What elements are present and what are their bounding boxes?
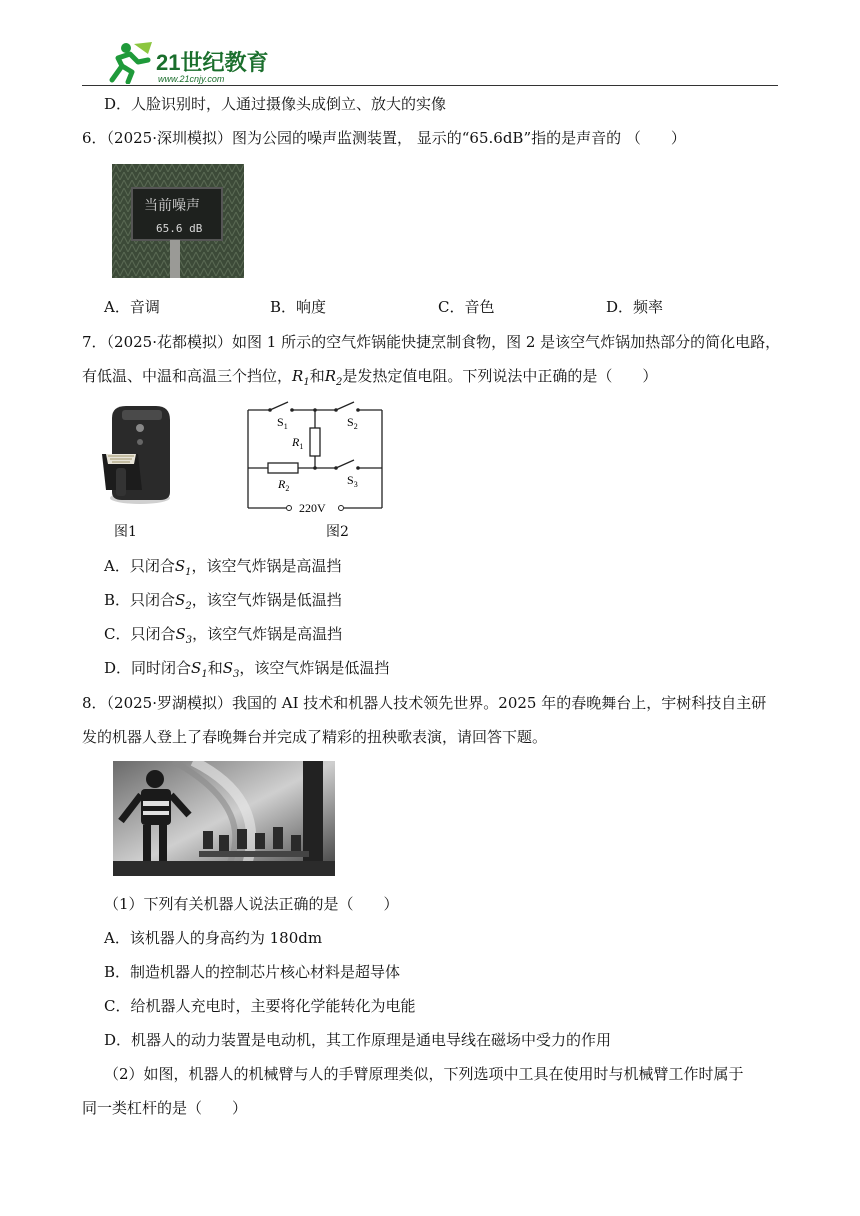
q7-r2-label: $R_2$ [324, 367, 343, 388]
q8-sub1-option-c[interactable]: C．给机器人充电时，主要将化学能转化为电能 [104, 997, 416, 1015]
switch-s2-label: $S_2$ [347, 415, 358, 431]
resistor-r2-label: $R_2$ [278, 477, 290, 493]
runner-icon [112, 42, 152, 82]
q8-sub1-option-d[interactable]: D．机器人的动力装置是电动机，其工作原理是通电导线在磁场中受力的作用 [104, 1031, 612, 1049]
q8-sub1-option-b[interactable]: B．制造机器人的控制芯片核心材料是超导体 [104, 963, 401, 981]
q7-stem-line2: 有低温、中温和高温三个挡位，$R_1$和$R_2$是发热定值电阻。下列说法中正确的是（ ） [82, 367, 658, 388]
q7-stem-line2-pre: 有低温、中温和高温三个挡位， [82, 367, 293, 385]
q8-stem-line2: 发的机器人登上了春晚舞台并完成了精彩的扭秧歌表演，请回答下题。 [82, 728, 548, 746]
q7-stem-line1: 7．（2025·花都模拟）如图 1 所示的空气炸锅能快捷烹制食物，图 2 是该空气炸锅加热部分的简化电路， [82, 333, 781, 351]
q6-option-b[interactable]: B．响度 [270, 298, 327, 316]
q8-stem-line1: 8．（2025·罗湖模拟）我国的 AI 技术和机器人技术领先世界。2025 年的春晚舞台上，宇树科技自主研 [82, 694, 767, 712]
air-fryer-figure [98, 402, 178, 514]
voltage-label: 220V [299, 501, 326, 515]
fig1-caption: 图1 [114, 524, 137, 540]
switch-s3-label: $S_3$ [347, 473, 358, 489]
q8-sub2-line2: 同一类杠杆的是（ ） [82, 1099, 248, 1117]
q8-sub2-line1: （2）如图，机器人的机械臂与人的手臂原理类似，下列选项中工具在使用时与机械臂工作时属于 [104, 1065, 744, 1083]
logo [104, 40, 274, 84]
resistor-r1-label: $R_1$ [292, 435, 304, 451]
fig2-caption: 图2 [326, 524, 349, 540]
q7-stem-line2-post: 是发热定值电阻。下列说法中正确的是（ ） [342, 367, 658, 385]
q7-option-b[interactable]: B．只闭合$S_2$，该空气炸锅是低温挡 [104, 591, 342, 612]
q8-sub1-stem: （1）下列有关机器人说法正确的是（ ） [104, 895, 399, 913]
q7-option-d[interactable]: D．同时闭合$S_1$和$S_3$，该空气炸锅是低温挡 [104, 659, 390, 680]
q6-stem: 6．（2025·深圳模拟）图为公园的噪声监测装置， 显示的“65.6dB”指的是声音的 （ ） [82, 129, 686, 147]
noise-sign-title: 当前噪声 [144, 198, 200, 214]
q6-noise-monitor-photo [112, 164, 244, 278]
q6-option-a[interactable]: A．音调 [104, 298, 160, 316]
q7-option-a[interactable]: A．只闭合$S_1$，该空气炸锅是高温挡 [104, 557, 342, 578]
q7-option-c[interactable]: C．只闭合$S_3$，该空气炸锅是高温挡 [104, 625, 343, 646]
q5-option-d: D．人脸识别时，人通过摄像头成倒立、放大的实像 [104, 95, 447, 113]
circuit-diagram [240, 400, 390, 516]
noise-sign-value: 65.6 dB [156, 222, 203, 235]
header-divider [82, 85, 778, 86]
q8-sub1-option-a[interactable]: A．该机器人的身高约为 180dm [104, 929, 323, 947]
q7-r1-label: $R_1$ [292, 367, 310, 388]
q6-option-d[interactable]: D．频率 [606, 298, 664, 316]
logo-url: www.21cnjy.com [158, 74, 225, 84]
logo-title: 21世纪教育 [156, 50, 269, 75]
q6-option-c[interactable]: C．音色 [438, 298, 495, 316]
q8-robot-dance-photo [113, 761, 335, 876]
switch-s1-label: $S_1$ [277, 415, 288, 431]
